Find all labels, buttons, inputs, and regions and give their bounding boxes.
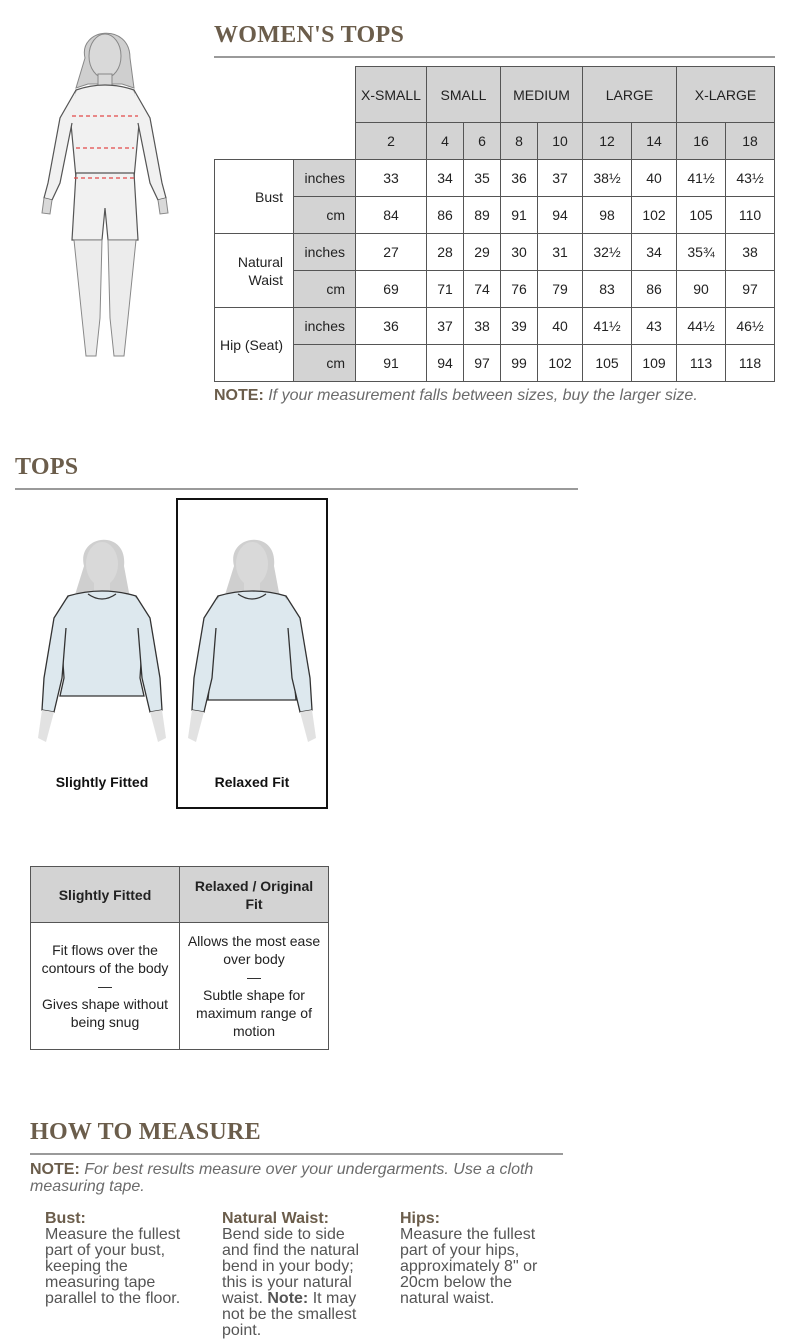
size-number: 2 <box>356 123 427 160</box>
size-number: 10 <box>538 123 583 160</box>
table-cell: 30 <box>501 234 538 271</box>
fit-option-slightly-fitted[interactable] <box>28 500 176 807</box>
table-cell: 31 <box>538 234 583 271</box>
measurement-label: Bust <box>215 160 294 234</box>
unit-label: inches <box>294 234 356 271</box>
table-cell: 109 <box>632 345 677 382</box>
table-cell: 35 <box>464 160 501 197</box>
table-row <box>215 234 775 271</box>
tops-title: TOPS <box>15 454 79 480</box>
table-cell: 44½ <box>677 308 726 345</box>
fit-description-line: Subtle shape for maximum range of motion <box>196 987 312 1039</box>
table-cell: 69 <box>356 271 427 308</box>
table-cell: 40 <box>538 308 583 345</box>
size-number: 14 <box>632 123 677 160</box>
table-cell: 37 <box>538 160 583 197</box>
table-cell: 27 <box>356 234 427 271</box>
table-cell: 28 <box>427 234 464 271</box>
table-cell: 32½ <box>583 234 632 271</box>
table-cell: 71 <box>427 271 464 308</box>
table-cell: 76 <box>501 271 538 308</box>
measure-hips <box>400 1211 550 1307</box>
table-cell: 39 <box>501 308 538 345</box>
measure-heading: Natural Waist: <box>222 1210 329 1227</box>
table-cell: 38 <box>726 234 775 271</box>
table-row <box>215 308 775 345</box>
measure-text: Measure the fullest part of your hips, approximately 8" or 20cm below the natural waist. <box>400 1226 538 1307</box>
size-number: 8 <box>501 123 538 160</box>
table-cell: 34 <box>632 234 677 271</box>
tops-divider <box>15 488 578 490</box>
table-cell: 34 <box>427 160 464 197</box>
table-cell: 40 <box>632 160 677 197</box>
fit-description-divider: — <box>247 969 261 985</box>
note-label: NOTE: <box>30 1161 80 1178</box>
table-cell: 86 <box>427 197 464 234</box>
fit-description-line: Allows the most ease over body <box>187 933 321 967</box>
table-cell: 37 <box>427 308 464 345</box>
table-cell: 91 <box>501 197 538 234</box>
table-row <box>215 160 775 197</box>
size-group-header: LARGE <box>583 67 677 123</box>
measure-bust <box>45 1211 195 1307</box>
table-cell: 86 <box>632 271 677 308</box>
measure-text: Bend side to side and find the natural bend in your body; this is your natural waist. <box>222 1226 359 1307</box>
measure-text: It may not be the smallest point. <box>222 1290 357 1339</box>
size-chart-divider <box>214 56 775 58</box>
measurement-label: Natural Waist <box>215 234 294 308</box>
table-cell: 110 <box>726 197 775 234</box>
unit-label: cm <box>294 271 356 308</box>
relaxed-fit-top-icon <box>182 528 322 758</box>
table-cell: 43 <box>632 308 677 345</box>
how-to-measure-title: HOW TO MEASURE <box>30 1119 261 1145</box>
fit-comparison-table <box>30 866 329 1050</box>
body-figure-icon <box>30 18 180 368</box>
fit-option-relaxed-fit[interactable] <box>176 498 328 809</box>
table-cell: 89 <box>464 197 501 234</box>
table-cell: 35¾ <box>677 234 726 271</box>
unit-label: inches <box>294 160 356 197</box>
table-cell: 113 <box>677 345 726 382</box>
table-cell: 94 <box>427 345 464 382</box>
table-cell: 97 <box>464 345 501 382</box>
table-cell: 79 <box>538 271 583 308</box>
size-number-row <box>215 123 775 160</box>
measure-heading: Hips: <box>400 1210 440 1227</box>
table-cell: 43½ <box>726 160 775 197</box>
table-cell: 36 <box>356 308 427 345</box>
size-chart-title: WOMEN'S TOPS <box>214 22 405 48</box>
fit-description-relaxed-fit <box>180 923 329 1050</box>
table-cell: 83 <box>583 271 632 308</box>
table-cell: 38½ <box>583 160 632 197</box>
table-cell: 102 <box>538 345 583 382</box>
table-cell: 90 <box>677 271 726 308</box>
fit-description-divider: — <box>98 978 112 994</box>
measurement-label: Hip (Seat) <box>215 308 294 382</box>
fit-description-line: Gives shape without being snug <box>41 996 169 1030</box>
table-cell: 46½ <box>726 308 775 345</box>
table-cell: 36 <box>501 160 538 197</box>
table-header-row <box>31 867 329 923</box>
table-cell: 41½ <box>677 160 726 197</box>
table-row <box>31 923 329 1050</box>
fit-description-line: Fit flows over the contours of the body <box>41 942 169 976</box>
note-text: If your measurement falls between sizes, buy the larger size. <box>268 387 698 404</box>
table-row <box>215 197 775 234</box>
size-number: 6 <box>464 123 501 160</box>
size-chart-note <box>214 387 698 405</box>
size-group-header: SMALL <box>427 67 501 123</box>
table-cell: 94 <box>538 197 583 234</box>
note-label: NOTE: <box>214 387 264 404</box>
fit-description-slightly-fitted <box>31 923 180 1050</box>
table-cell: 99 <box>501 345 538 382</box>
unit-label: cm <box>294 197 356 234</box>
size-number: 4 <box>427 123 464 160</box>
size-group-header: MEDIUM <box>501 67 583 123</box>
table-cell: 84 <box>356 197 427 234</box>
fit-label: Slightly Fitted <box>55 774 149 790</box>
unit-label: cm <box>294 345 356 382</box>
table-cell: 98 <box>583 197 632 234</box>
how-to-measure-note <box>30 1161 560 1195</box>
table-cell: 38 <box>464 308 501 345</box>
how-to-measure-divider <box>30 1153 563 1155</box>
table-row <box>215 345 775 382</box>
measure-heading: Bust: <box>45 1210 86 1227</box>
table-cell: 102 <box>632 197 677 234</box>
size-chart-table <box>214 66 775 382</box>
size-group-header: X-SMALL <box>356 67 427 123</box>
size-number: 18 <box>726 123 775 160</box>
unit-label: inches <box>294 308 356 345</box>
table-cell: 33 <box>356 160 427 197</box>
size-group-header-row <box>215 67 775 123</box>
table-cell: 105 <box>583 345 632 382</box>
table-cell: 91 <box>356 345 427 382</box>
table-cell: 105 <box>677 197 726 234</box>
size-number: 16 <box>677 123 726 160</box>
measure-text: Measure the fullest part of your bust, keeping the measuring tape parallel to the floor. <box>45 1226 181 1307</box>
slightly-fitted-top-icon <box>32 528 172 758</box>
note-text: For best results measure over your undergarments. Use a cloth measuring tape. <box>30 1161 534 1195</box>
size-number: 12 <box>583 123 632 160</box>
fit-label: Relaxed Fit <box>214 774 290 790</box>
size-group-header: X-LARGE <box>677 67 775 123</box>
measure-note-label: Note: <box>267 1290 309 1307</box>
fit-table-header: Relaxed / Original Fit <box>180 867 329 923</box>
fit-table-header: Slightly Fitted <box>31 867 180 923</box>
table-cell: 74 <box>464 271 501 308</box>
table-cell: 97 <box>726 271 775 308</box>
measure-natural-waist <box>222 1211 372 1339</box>
table-row <box>215 271 775 308</box>
table-cell: 41½ <box>583 308 632 345</box>
table-cell: 118 <box>726 345 775 382</box>
table-cell: 29 <box>464 234 501 271</box>
